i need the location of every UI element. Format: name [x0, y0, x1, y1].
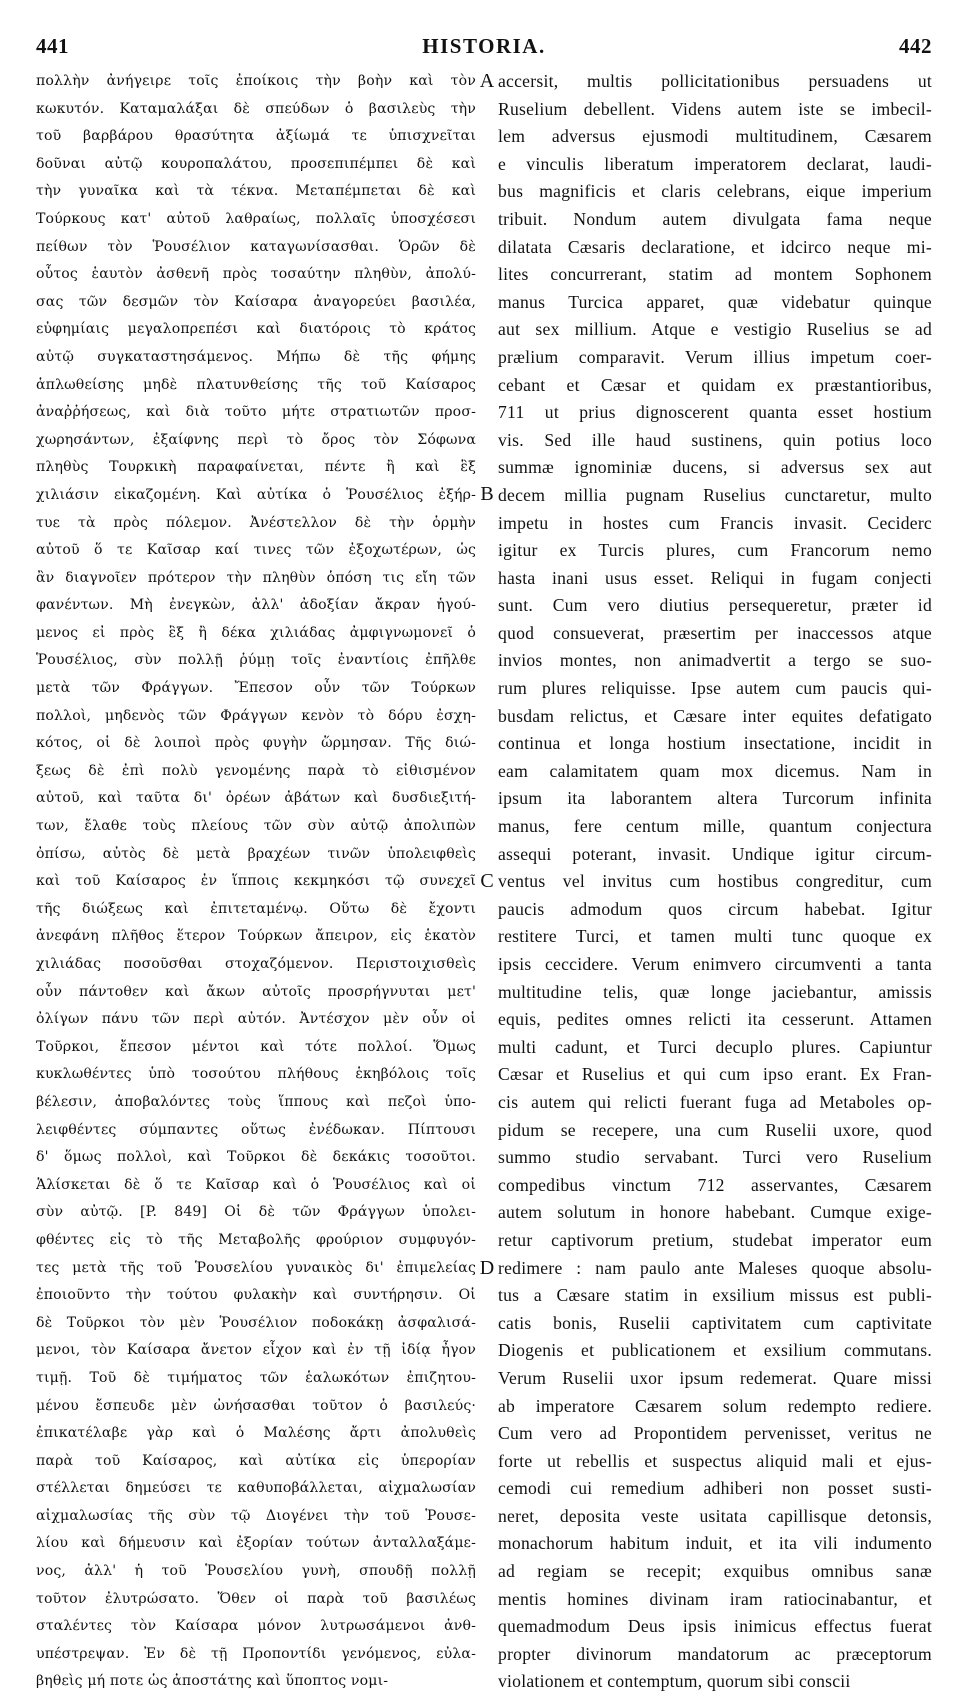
latin-text-line: monachorum habitum induit, et ita vili indumento [498, 1533, 932, 1554]
latin-text-line: restitere Turci, et tamen multi tunc quoque ex [498, 926, 932, 947]
latin-text-line: tribuit. Nondum autem divulgata fama neque [498, 208, 932, 229]
greek-text-line: αὐτῷ συγκαταστησάμενος. Μήπω δὲ τῆς φήμης [36, 348, 476, 365]
latin-text-line: hasta inani usus esset. Reliqui in fugam conjecti [498, 567, 932, 588]
latin-text-line: ventus vel invitus cum hostibus congreditur, cum [498, 871, 932, 892]
latin-text-line: lites concurrerant, statim ad montem Sophonem [498, 264, 932, 285]
greek-text-line: μενος εἰ πρὸς ἓξ ἢ δέκα χιλιάδας ἀμφιγνωμονεῖ ὁ [36, 624, 476, 641]
greek-text-line: κωκυτόν. Καταμαλάξαι δὲ σπεύδων ὁ βασιλεὺς τὴν [36, 100, 476, 117]
greek-text-line: δὲ Τοῦρκοι τὸν μὲν Ῥουσέλιον ποδοκάκῃ ἀσφαλισά- [36, 1314, 476, 1331]
greek-text-line: υπέστρεψαν. Ἐν δὲ τῇ Προποντίδι γενόμενος, εὐλα- [36, 1645, 476, 1662]
latin-text-line: manus Turcica apparet, quæ videbatur quinque [498, 291, 932, 312]
greek-text-line: ἀναῤῥήσεως, καὶ διὰ τοῦτο μήτε στρατιωτῶν προσ- [36, 404, 476, 421]
latin-text-line: 711 ut prius dignoscerent quanta esset hostium [498, 402, 932, 423]
page-number-left: 441 [36, 34, 69, 58]
greek-text-line: βέλεσιν, ἀποβαλόντες τοὺς ἵππους καὶ πεζοὶ ὑπο- [36, 1093, 476, 1110]
latin-text-line: cis autem qui relicti fuerant fuga ad Metaboles op- [498, 1091, 932, 1112]
latin-text-line: summæ ignominiæ ducens, si adversus sex aut [498, 457, 932, 478]
latin-text-line: lem adversus ejusmodi multitudinem, Cæsarem [498, 126, 932, 147]
latin-text-line: summo studio servabant. Turci vero Ruselium [498, 1147, 932, 1168]
greek-text-line: κυκλωθέντες ὑπὸ τοσούτου πλήθους ἑκηβόλοις τοῖς [36, 1066, 476, 1083]
greek-text-line: πολλὴν ἀνήγειρε τοῖς ἐποίκοις τὴν βοὴν καὶ τὸν [36, 73, 476, 89]
greek-text-column [36, 68, 476, 1696]
greek-text-line: ἐπικατέλαβε γὰρ καὶ ὁ Μαλέσης ἄρτι ἀπολυθεὶς [36, 1425, 476, 1442]
latin-text-line: Diogenis et publicationem et exsilium commutans. [498, 1340, 932, 1361]
latin-text-line: igitur ex Turcis plures, cum Francorum nemo [498, 540, 932, 561]
latin-text-line: aut sex millium. Atque e vestigio Ruselius se ad [498, 319, 932, 340]
greek-text-line: αὐτοῦ, καὶ ταῦτα δι' ὀρέων ἀβάτων καὶ δυσδιεξιτή- [36, 790, 476, 807]
greek-text-line: τῆς διώξεως καὶ ἐπιτεταμένῳ. Οὕτω δὲ ἔχοντι [36, 900, 476, 917]
greek-text-line: σταλέντες τὸν Καίσαρα μόνον λυτρωσάμενοι ἀνθ- [36, 1618, 476, 1635]
latin-text-line: forte ut rebellis et suspectus aliquid mali et ejus- [498, 1450, 932, 1471]
latin-text-line: Cum vero ad Propontidem pervenisset, veritus ne [498, 1423, 932, 1444]
latin-text-line: Ruselium debellent. Videns autem iste se imbecil- [498, 98, 932, 119]
latin-text-line: assequi poterant, invasit. Undique igitur circum- [498, 843, 932, 864]
greek-text-line: φθέντες εἰς τὸ τῆς Μεταβολῆς φρούριον συμφυγόν- [36, 1231, 476, 1248]
greek-text-line: οὖν πάντοθεν καὶ ἄκων αὐτοῖς προσρήγνυται μετ' [36, 983, 476, 1000]
section-marker-c: C [480, 870, 494, 892]
greek-text-line: ἂν διαγνοῖεν πρότερον τὴν πληθὺν ὁπόση τις εἴη τῶν [36, 569, 476, 586]
greek-text-line: ἀνεφάνη πλῆθος ἕτερον Τούρκων ἄπειρον, εἰς ἑκατὸν [36, 928, 476, 945]
greek-text-line: Τούρκους κατ' αὐτοῦ λαθραίως, πολλαῖς ὑποσχέσεσι [36, 210, 476, 227]
latin-text-line: continua et longa hostium insectatione, incidit in [498, 733, 932, 754]
running-title: HISTORIA. [422, 34, 546, 58]
section-marker-a: A [479, 70, 495, 92]
latin-text-line: sunt. Cum vero diutius persequeretur, præter id [498, 595, 932, 616]
greek-text-line: μενοι, τὸν Καίσαρα ἄνετον εἶχον καὶ ἐν τῇ ἰδίᾳ ἦγον [36, 1342, 476, 1359]
latin-text-line: bus magnificis et claris celebrans, eique imperium [498, 181, 932, 202]
greek-text-line: των, ἔλαθε τοὺς πλείους τῶν σὺν αὐτῷ ἀπολιπὼν [36, 818, 476, 835]
greek-text-line: ὀλίγων πάνυ τῶν περὶ αὐτόν. Ἀντέσχον μὲν οὖν οἱ [36, 1011, 476, 1028]
greek-text-line: χιλιάσιν εἰκαζομένη. Καὶ αὐτίκα ὁ Ῥουσέλιος ἐξήρ- [36, 486, 476, 503]
greek-text-line: στέλλεται δημεύσει τε καθυποβάλλεται, αἰχμαλωσίαν [36, 1480, 476, 1497]
greek-text-line: τὴν γυναῖκα καὶ τὰ τέκνα. Μεταπέμπεται δὲ καὶ [36, 183, 476, 200]
greek-text-line: πληθὺς Τουρκικὴ παραφαίνεται, πέντε ἢ καὶ ἓξ [36, 459, 476, 476]
greek-text-line: μένου ἔσπευδε μὲν ὠνήσασθαι τοῦτον ὁ βασιλεύς· [36, 1397, 476, 1414]
latin-text-line: invios montes, non animadvertit a tergo se suo- [498, 650, 932, 671]
latin-text-line: catis bonis, Ruselii captivitatem cum captivitate [498, 1312, 932, 1333]
greek-text-line: ἁπλωθείσης μηδὲ πλατυνθείσης τῆς τοῦ Καίσαρος [36, 376, 476, 393]
section-marker-d: D [479, 1257, 495, 1279]
greek-text-line: βηθεὶς μή ποτε ὡς ἀποστάτης καὶ ὕποπτος νομι- [36, 1673, 389, 1690]
greek-text-line: λίου καὶ δήμευσιν καὶ ἐξορίαν τούτων ἀνταλλαξάμε- [36, 1535, 476, 1552]
greek-text-line: Ῥουσέλιος, σὺν πολλῇ ῥύμῃ τοῖς ἐναντίοις ἐπῆλθε [36, 652, 476, 669]
greek-text-line: πείθων τὸν Ῥουσέλιον καταγωνίσασθαι. Ὁρῶν δὲ [36, 238, 476, 255]
greek-text-line: ὀπίσω, αὐτὸς δὲ μετὰ βραχέων τινῶν ὑπολειφθεὶς [36, 845, 476, 862]
latin-text-line: paucis admodum quos circum habebat. Igitur [498, 898, 932, 919]
greek-text-line: Τοῦρκοι, ἔπεσον μέντοι καὶ τότε πολλοί. Ὅμως [36, 1038, 476, 1055]
greek-text-line: τιμῇ. Τοῦ δὲ τιμήματος τῶν ἑαλωκότων ἐπιζητου- [36, 1369, 476, 1386]
latin-text-line: mentis homines divinam iram ratiocinabantur, et [498, 1588, 932, 1609]
greek-text-line: κότος, οἱ δὲ λοιποὶ πρὸς φυγὴν ὥρμησαν. Τῆς διώ- [36, 735, 476, 752]
greek-text-line: μετὰ τῶν Φράγγων. Ἔπεσον οὖν τῶν Τούρκων [36, 680, 476, 697]
latin-text-line: vis. Sed ille haud sustinens, quin potius loco [498, 429, 932, 450]
greek-text-line: παρὰ τοῦ Καίσαρος, καὶ αὐτίκα εἰς ὑπερορίαν [36, 1452, 476, 1469]
latin-text-line: ad regiam se recepit; exquibus omnibus sanæ [498, 1561, 932, 1582]
section-marker-b: B [480, 483, 494, 505]
page-number-right: 442 [899, 34, 932, 58]
latin-text-line: retur captivorum pretium, studebat imperator eum [498, 1229, 932, 1250]
latin-text-line: rum plures reliquisse. Ipse autem cum paucis qui- [498, 678, 932, 699]
latin-text-line: quod consueverat, præsertim per inaccessos atque [498, 622, 932, 643]
greek-text-line: δοῦναι αὐτῷ κουροπαλάτου, προσεπιπέμπει δὲ καὶ [36, 155, 476, 172]
latin-text-line: compedibus vinctum 712 asservantes, Cæsarem [498, 1174, 932, 1195]
latin-text-line: ab imperatore Cæsarem solum redempto rediere. [498, 1395, 932, 1416]
latin-text-line: redimere : nam paulo ante Maleses quoque absolu- [498, 1257, 932, 1278]
latin-text-line: autem solutum in honore habebant. Cumque exige- [498, 1202, 932, 1223]
latin-text-line: busdam relictus, et Cæsare inter equites defatigato [498, 705, 932, 726]
latin-text-line: e vinculis liberatum imperatorem declarat, laudi- [498, 153, 932, 174]
greek-text-line: τοῦτον ἐλυτρώσατο. Ὅθεν οἱ παρὰ τοῦ βασιλέως [36, 1590, 476, 1607]
latin-text-line: ipsis ceccidere. Verum enimvero circumventi a tanta [498, 954, 932, 974]
greek-text-line: νος, ἀλλ' ἡ τοῦ Ῥουσελίου γυνὴ, σπουδῇ πολλῇ [36, 1563, 476, 1580]
latin-text-line: multi cadunt, et Turci decuplo plures. Capiuntur [498, 1036, 932, 1057]
greek-text-line: ξεως δὲ ἐπὶ πολὺ γενομένης παρὰ τὸ εἰθισμένον [36, 762, 476, 779]
latin-text-line: prælium comparavit. Verum illius impetum coer- [498, 346, 932, 367]
latin-text-line: dilatata Cæsaris declaratione, et idcirco neque mi- [498, 236, 932, 257]
latin-text-line: tus a Cæsare statim in exsilium missus est publi- [498, 1285, 932, 1306]
latin-text-line: neret, deposita veste usitata capillisque detonsis, [498, 1505, 932, 1526]
latin-text-line: cemodi cui remedium adhiberi non posset susti- [498, 1478, 932, 1499]
latin-text-column [498, 68, 932, 1696]
greek-text-line: τοῦ βαρβάρου θρασύτητα ἀξίωμά τε ὑπισχνεῖται [36, 128, 476, 145]
greek-text-line: σας τῶν δεσμῶν τὸν Καίσαρα ἀναγορεύει βασιλέα, [36, 293, 476, 310]
latin-text-line: violationem et contemptum, quorum sibi conscii [498, 1671, 851, 1692]
greek-text-line: αἰχμαλωσίας τῆς σὺν τῷ Διογένει τὴν τοῦ Ῥουσε- [36, 1507, 476, 1524]
greek-text-line: χιλιάδας ποσοῦσθαι στοχαζόμενον. Περιστοιχισθεὶς [36, 956, 476, 972]
latin-text-line: pidum se recepere, una cum Ruselii uxore, quod [498, 1119, 932, 1140]
latin-text-line: decem millia pugnam Ruselius cunctaretur, multo [498, 484, 932, 505]
greek-text-line: Ἁλίσκεται δὲ ὅ τε Καῖσαρ καὶ ὁ Ῥουσέλιος καὶ οἱ [36, 1176, 476, 1193]
latin-text-line: ipsum ita laborantem altera Turcorum infinita [498, 788, 932, 809]
latin-text-line: Cæsar et Ruselius et qui cum ipso erant. Ex Fran- [498, 1064, 932, 1085]
latin-text-line: propter divinorum mandatorum ac præceptorum [498, 1643, 932, 1664]
greek-text-line: χωρησάντων, ἐξαίφνης περὶ τὸ ὄρος τὸν Σόφωνα [36, 431, 476, 448]
greek-text-line: εὐφημίαις μεγαλοπρεπέσι καὶ διατόροις τὸ κράτος [36, 321, 476, 338]
greek-text-line: πολλοὶ, μηδενὸς τῶν Φράγγων κενὸν τὸ δόρυ ἐσχη- [36, 707, 476, 724]
greek-text-line: τες μετὰ τῆς τοῦ Ῥουσελίου γυναικὸς δι' ἐπιμελείας [36, 1259, 476, 1276]
latin-text-line: equis, pedites omnes relicti ita cesserunt. Attamen [498, 1009, 932, 1030]
greek-text-line: σὺν αὐτῷ. [P. 849] Οἱ δὲ τῶν Φράγγων ὑπολει- [36, 1204, 476, 1221]
latin-text-line: multitudine telis, quæ longe jaciebantur, amissis [498, 981, 932, 1002]
greek-text-line: οὗτος ἑαυτὸν ἀσθενῆ πρὸς τοσαύτην πληθὺν, ἀπολύ- [36, 266, 476, 283]
latin-text-line: cebant et Cæsar et quidam ex præstantioribus, [498, 374, 932, 395]
greek-text-line: λειφθέντες σύμπαντες οὕτως ἐνέδωκαν. Πίπτουσι [36, 1121, 476, 1138]
greek-text-line: τυε τὰ πρὸς πόλεμον. Ἀνέστελλον δὲ τὴν ὁρμὴν [36, 514, 476, 531]
latin-text-line: quemadmodum Deus ipsis inimicus effectus fuerat [498, 1616, 932, 1637]
greek-text-line: αὐτοῦ ὅ τε Καῖσαρ καί τινες τῶν ἐξοχωτέρων, ὡς [36, 542, 476, 559]
latin-text-line: eam calamitatem quam mox dicemus. Nam in [498, 760, 932, 781]
latin-text-line: manus, fere centum mille, quantum conjectura [498, 816, 932, 837]
greek-text-line: ἐποιοῦντο τὴν τούτου φυλακὴν καὶ συντήρησιν. Οἱ [36, 1287, 476, 1304]
latin-text-line: impetu in hostes cum Francis invasit. Ceciderc [498, 512, 932, 533]
greek-text-line: καὶ τοῦ Καίσαρος ἐν ἵπποις κεκμηκόσι τῷ συνεχεῖ [36, 873, 476, 890]
greek-text-line: φανέντων. Μὴ ἐνεγκὼν, ἀλλ' ἀδοξίαν ἄκραν ἡγού- [36, 597, 476, 614]
latin-text-line: accersit, multis pollicitationibus persuadens ut [498, 71, 932, 91]
page-header [36, 34, 932, 62]
greek-text-line: δ' ὅμως πολλοὶ, καὶ Τοῦρκοι δὲ δεκάκις τοσοῦτοι. [36, 1149, 476, 1166]
latin-text-line: Verum Ruselii uxor ipsum redemerat. Quare missi [498, 1367, 932, 1388]
